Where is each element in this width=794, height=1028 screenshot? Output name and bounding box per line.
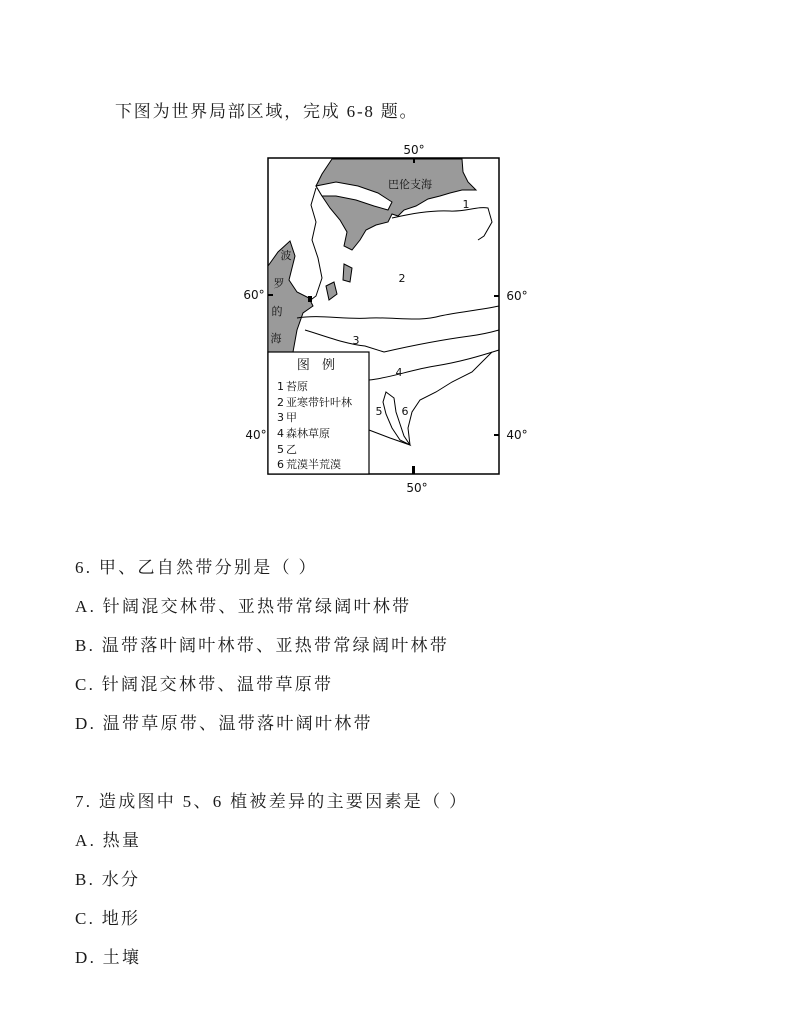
option-c: C. 针阔混交林带、温带草原带 <box>75 675 334 694</box>
legend-item-label: 森林草原 <box>286 427 330 440</box>
question-list <box>75 548 775 1016</box>
label-right-40: 40° <box>506 428 528 442</box>
zone-label-2: 2 <box>398 272 406 285</box>
option-c: C. 地形 <box>75 909 141 928</box>
legend-item-label: 亚寒带针叶林 <box>286 396 352 409</box>
question-6 <box>75 548 775 743</box>
label-left-60: 60° <box>243 288 265 302</box>
label-baltic-sea-char-4: 海 <box>270 332 282 345</box>
zone-label-1: 1 <box>462 198 470 211</box>
legend-item-number: 1 <box>277 380 284 393</box>
legend-item-label: 乙 <box>286 443 297 456</box>
label-baltic-sea-char-2: 罗 <box>273 277 285 290</box>
label-bottom-50: 50° <box>406 481 428 495</box>
label-right-60: 60° <box>506 289 528 303</box>
legend-item-number: 3 <box>277 411 284 424</box>
legend-title: 图 例 <box>296 358 340 373</box>
intro-text: 下图为世界局部区域，完成 6-8 题。 <box>115 102 419 121</box>
region-map <box>230 140 540 500</box>
legend-item-number: 2 <box>277 396 284 409</box>
legend-item-label: 苔原 <box>286 380 308 393</box>
map-marker <box>308 296 312 302</box>
question-stem: 7. 造成图中 5、6 植被差异的主要因素是（ ） <box>75 792 469 811</box>
legend-item-label: 荒漠半荒漠 <box>286 458 341 471</box>
label-baltic-sea-char-1: 波 <box>280 249 292 262</box>
zone-label-3: 3 <box>352 334 360 347</box>
zone-label-5: 5 <box>375 405 383 418</box>
question-7 <box>75 782 775 977</box>
label-baltic-sea-char-3: 的 <box>271 305 283 318</box>
legend-item-number: 4 <box>277 427 284 440</box>
legend-item-number: 6 <box>277 458 284 471</box>
option-a: A. 针阔混交林带、亚热带常绿阔叶林带 <box>75 597 412 616</box>
option-b: B. 水分 <box>75 870 141 889</box>
option-b: B. 温带落叶阔叶林带、亚热带常绿阔叶林带 <box>75 636 450 655</box>
tick-bottom-50 <box>412 466 415 474</box>
option-d: D. 温带草原带、温带落叶阔叶林带 <box>75 714 373 733</box>
legend-item-number: 5 <box>277 443 284 456</box>
map-legend <box>268 352 369 474</box>
label-left-40: 40° <box>245 428 267 442</box>
legend-item-label: 甲 <box>286 411 297 424</box>
option-a: A. 热量 <box>75 831 142 850</box>
label-barents-sea: 巴伦支海 <box>388 178 432 191</box>
question-stem: 6. 甲、乙自然带分别是（ ） <box>75 558 318 577</box>
label-top-50: 50° <box>403 143 425 157</box>
option-d: D. 土壤 <box>75 948 142 967</box>
zone-label-6: 6 <box>401 405 409 418</box>
zone-label-4: 4 <box>395 366 403 379</box>
